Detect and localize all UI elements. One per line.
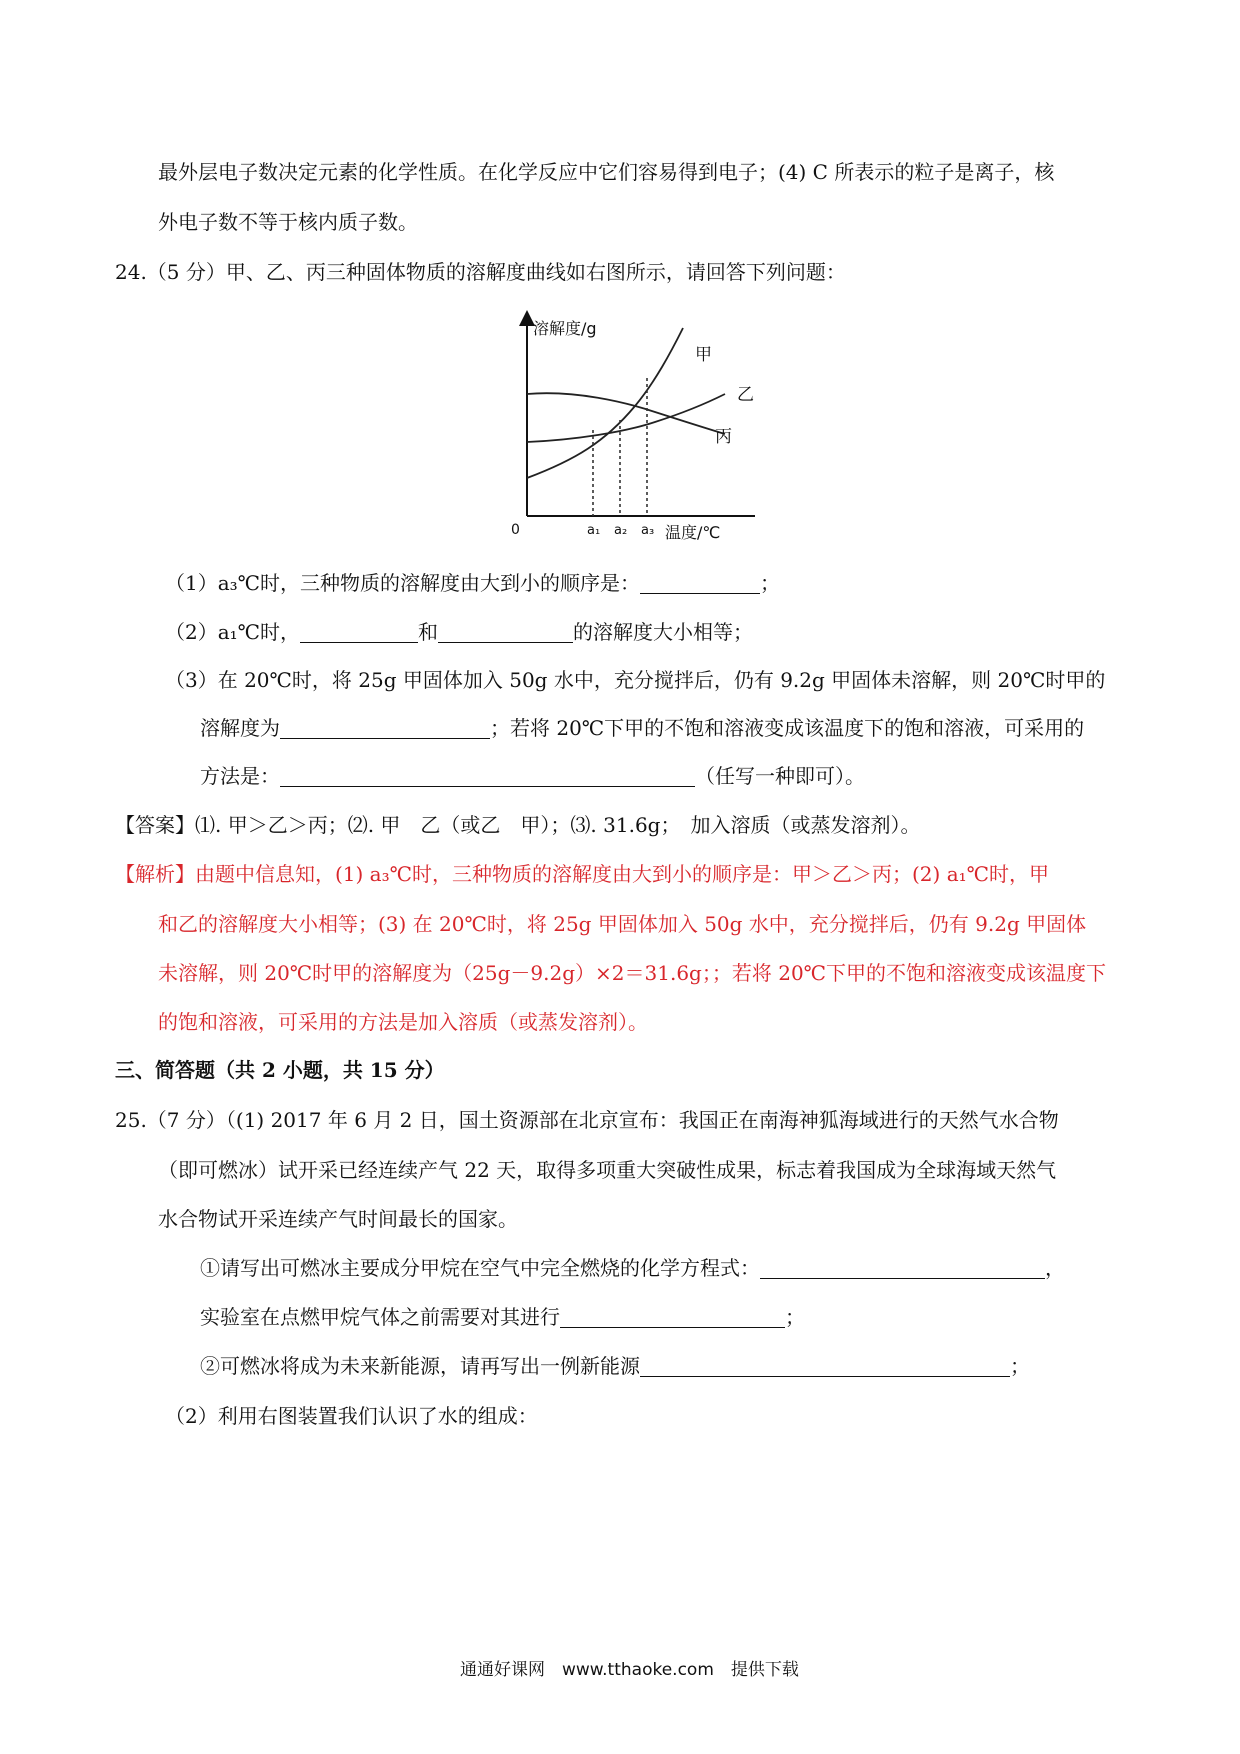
answer-blank[interactable]: [760, 1258, 1045, 1279]
question-25-part1b: [200, 1307, 805, 1328]
text-line: 最外层电子数决定元素的化学性质。在化学反应中它们容易得到电子；(4) C 所表示的粒子是离子，核: [158, 160, 1055, 184]
text: 方法是：: [200, 764, 280, 788]
question-24-part3b: [200, 718, 1084, 739]
origin-label: 0: [511, 522, 520, 538]
question-25: 25.（7 分）（(1) 2017 年 6 月 2 日，国土资源部在北京宣布：我国正在南海神狐海域进行的天然气水合物: [115, 1108, 1059, 1132]
answer-blank[interactable]: [300, 622, 418, 643]
text-line: （即可燃冰）试开采已经连续产气 22 天，取得多项重大突破性成果，标志着我国成为全球海域天然气: [158, 1158, 1057, 1182]
analysis-line: 【解析】由题中信息知，(1) a₃℃时，三种物质的溶解度由大到小的顺序是：甲＞乙＞丙；(2) a₁℃时，甲: [115, 862, 1050, 886]
text: 的溶解度大小相等；: [573, 620, 754, 644]
y-axis-label: 溶解度/g: [533, 319, 597, 338]
text: ；若将 20℃下甲的不饱和溶液变成该温度下的饱和溶液，可采用的: [490, 716, 1085, 740]
answer-line: 【答案】⑴. 甲＞乙＞丙；⑵. 甲 乙（或乙 甲）；⑶. 31.6g； 加入溶质（或蒸发溶剂）。: [115, 813, 921, 837]
series-yi-curve: [527, 394, 725, 442]
x-axis-label: 温度/℃: [665, 523, 721, 540]
series-label-jia: 甲: [695, 345, 712, 365]
answer-blank[interactable]: [280, 718, 490, 739]
question-24: 24.（5 分）甲、乙、丙三种固体物质的溶解度曲线如右图所示，请回答下列问题：: [115, 260, 846, 284]
text: （1）a₃℃时，三种物质的溶解度由大到小的顺序是：: [165, 571, 641, 595]
text: （2）a₁℃时，: [165, 620, 301, 644]
question-25-part1: [200, 1258, 1065, 1279]
text: 和: [418, 620, 439, 644]
analysis-line: 未溶解，则 20℃时甲的溶解度为（25g－9.2g）×2＝31.6g；；若将 20℃下甲的不饱和溶液变成该温度下: [158, 961, 1107, 985]
series-label-yi: 乙: [737, 385, 754, 405]
series-label-bing: 丙: [715, 427, 732, 447]
text: ；: [785, 1305, 805, 1329]
text: ，: [1045, 1256, 1065, 1280]
text: （任写一种即可）。: [695, 764, 865, 788]
text: ；: [760, 571, 781, 595]
text-line: （3）在 20℃时，将 25g 甲固体加入 50g 水中，充分搅拌后，仍有 9.2g 甲固体未溶解，则 20℃时甲的: [165, 668, 1106, 692]
page-footer: 通通好课网 www.tthaoke.com 提供下载: [460, 1660, 799, 1680]
answer-blank[interactable]: [438, 622, 573, 643]
answer-blank[interactable]: [280, 766, 695, 787]
answer-blank[interactable]: [640, 573, 760, 594]
tick-label-a3: a₃: [641, 523, 655, 538]
text: ①请写出可燃冰主要成分甲烷在空气中完全燃烧的化学方程式：: [200, 1256, 760, 1280]
solubility-chart: [505, 310, 775, 540]
question-24-part1: [165, 573, 780, 594]
text-line: 水合物试开采连续产气时间最长的国家。: [158, 1207, 518, 1231]
series-jia-curve: [527, 328, 683, 478]
text-line: 外电子数不等于核内质子数。: [158, 210, 418, 234]
question-24-part3c: [200, 766, 865, 787]
text: ②可燃冰将成为未来新能源，请再写出一例新能源: [200, 1354, 640, 1378]
question-25-part2: [200, 1356, 1030, 1377]
analysis-line: 和乙的溶解度大小相等；(3) 在 20℃时，将 25g 甲固体加入 50g 水中，充分搅拌后，仍有 9.2g 甲固体: [158, 912, 1087, 936]
section-heading: 三、简答题（共 2 小题，共 15 分）: [115, 1058, 445, 1082]
answer-blank[interactable]: [640, 1356, 1010, 1377]
text: 实验室在点燃甲烷气体之前需要对其进行: [200, 1305, 560, 1329]
question-24-part2: [165, 622, 753, 643]
series-bing-curve: [527, 393, 725, 434]
analysis-line: 的饱和溶液，可采用的方法是加入溶质（或蒸发溶剂）。: [158, 1010, 648, 1034]
answer-blank[interactable]: [560, 1307, 785, 1328]
tick-label-a2: a₂: [614, 523, 628, 538]
text: ；: [1010, 1354, 1030, 1378]
question-25-sub2: （2）利用右图装置我们认识了水的组成：: [165, 1404, 538, 1428]
tick-label-a1: a₁: [587, 523, 601, 538]
text: 溶解度为: [200, 716, 280, 740]
